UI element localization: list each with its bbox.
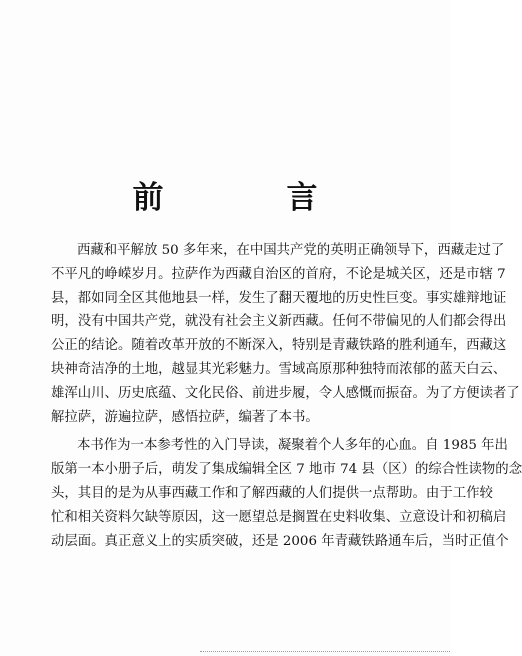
text-line: 不平凡的峥嵘岁月。拉萨作为西藏自治区的首府，不论是城关区，还是市辖 7 — [51, 266, 506, 282]
text-line: 本书作为一本参考性的入门导读，凝聚着个人多年的心血。自 1985 年出 — [77, 438, 508, 454]
text-line: 头，其目的是为从事西藏工作和了解西藏的人们提供一点帮助。由于工作较 — [51, 485, 493, 501]
text-line: 公正的结论。随着改革开放的不断深入，特别是青藏铁路的胜利通车，西藏这 — [51, 338, 507, 354]
text-line: 忙和相关资料欠缺等原因，这一愿望总是搁置在史料收集、立意设计和初稿启 — [51, 509, 507, 525]
page-title: 前 言 — [132, 180, 364, 216]
page-bottom-edge — [200, 651, 450, 655]
text-line: 西藏和平解放 50 多年来，在中国共产党的英明正确领导下，西藏走过了 — [77, 243, 505, 258]
text-line: 县，都如同全区其他地县一样，发生了翻天覆地的历史性巨变。事实雄辩地证 — [51, 290, 507, 306]
text-line: 雄浑山川、历史底蕴、文化民俗、前进步履，令人感慨而振奋。为了方便读者了 — [51, 385, 520, 401]
text-line: 版第一本小册子后，萌发了集成编辑全区 7 地市 74 县（区）的综合性读物的念 — [51, 462, 522, 478]
paragraph-2 — [51, 434, 522, 553]
text-line: 解拉萨，游遍拉萨，感悟拉萨，编著了本书。 — [51, 409, 319, 425]
body-text — [51, 239, 522, 553]
text-line: 块神奇洁净的土地，越显其光彩魅力。雪域高原那种独特而浓郁的蓝天白云、 — [51, 361, 507, 377]
paragraph-1 — [51, 239, 520, 429]
text-line: 动层面。真正意义上的实质突破，还是 2006 年青藏铁路通车后，当时正值个 — [51, 533, 509, 549]
text-line: 明，没有中国共产党，就没有社会主义新西藏。任何不带偏见的人们都会得出 — [51, 314, 507, 330]
